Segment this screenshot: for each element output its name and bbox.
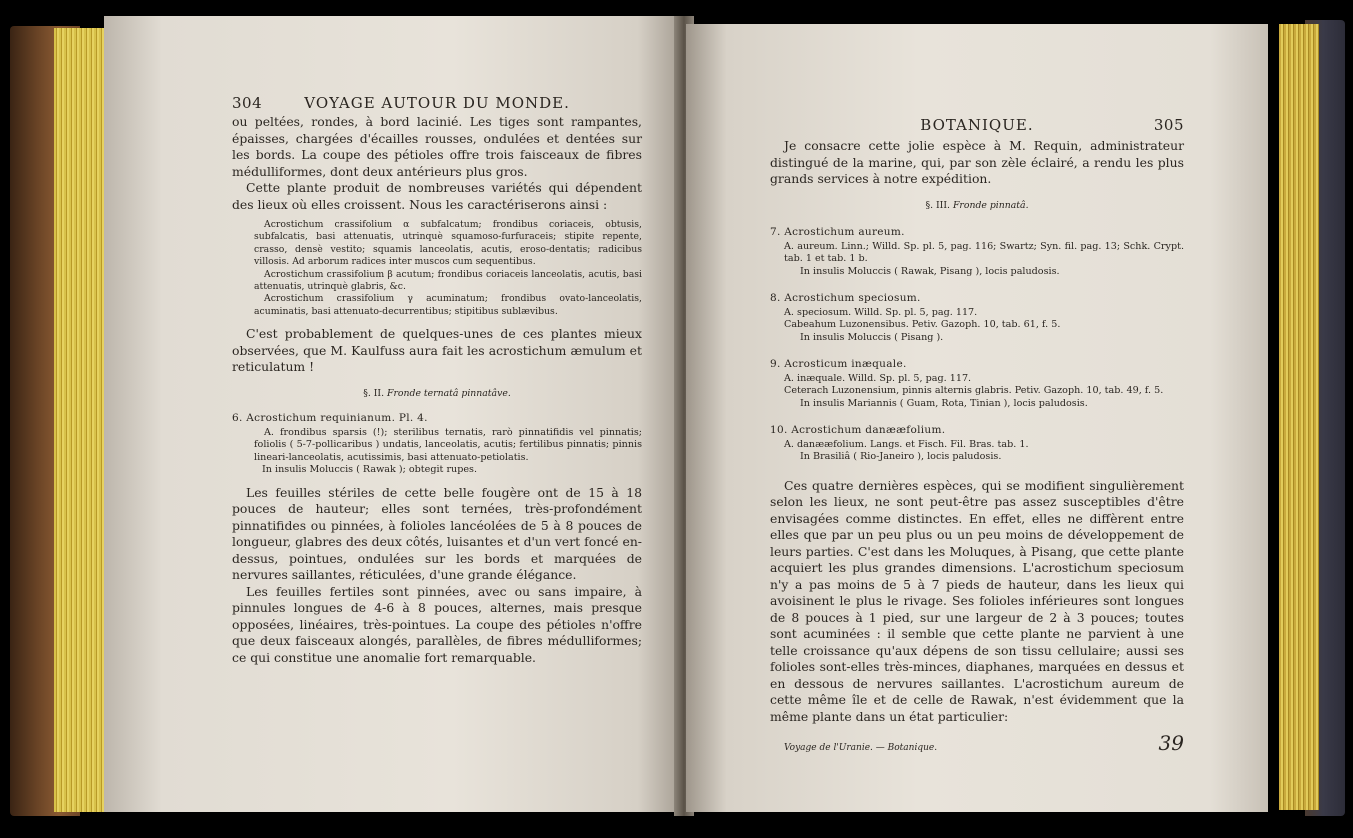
species-synonymy: Cabeahum Luzonensibus. Petiv. Gazoph. 10, tab. 61, f. 5. xyxy=(784,319,1061,330)
species-locality: In Brasiliâ ( Rio-Janeiro ), locis paludosis. xyxy=(800,451,1002,462)
latin-variety: Acrostichum crassifolium α subfalcatum; frondibus coriaceis, obtusis, subfalcatis, basi attenuatis, utrinquè squamoso-furfuraceis; stipite repente, crasso, densè vestito; squamis lanceolatis, acutis, eroso-dentatis; radicibus villosis. Ad arborum radices inter muscos cum sequentibus. xyxy=(254,219,642,268)
latin-variety: Acrostichum crassifolium γ acuminatum; frondibus ovato-lanceolatis, acuminatis, basi attenuato-decurrentibus; stipitibus sublævibus. xyxy=(254,293,642,317)
running-title: VOYAGE AUTOUR DU MONDE. xyxy=(304,94,570,112)
species-locality: In insulis Moluccis ( Pisang ). xyxy=(800,331,944,343)
paragraph: Les feuilles stériles de cette belle fougère ont de 15 à 18 pouces de hauteur; elles sont ternées, très-profondément pinnatifides ou pinnées, à folioles lancéolées de 5 à 8 pouces de longueur, glabres des deux côtés, luisantes et d'un vert foncé en-dessus, pointues, ondulées sur les bords et marquées de nervures saillantes, réticulées, d'une grande élégance. xyxy=(232,484,642,583)
paragraph: ou peltées, rondes, à bord lacinié. Les tiges sont rampantes, épaisses, chargées d'écailles rousses, ondulées et dentées sur les bords. La coupe des pétioles offre trois faisceaux de fibres médulliformes, dont deux antérieurs plus gros. xyxy=(232,114,642,179)
page-footer xyxy=(770,731,1184,755)
species-synonymy: A. speciosum. Willd. Sp. pl. 5, pag. 117. xyxy=(784,306,978,318)
paragraph: C'est probablement de quelques-unes de ces plantes mieux observées, que M. Kaulfuss aura fait les acrostichum æmulum et reticulatum ! xyxy=(232,326,642,375)
section-label: Fronde ternatâ pinnatâve. xyxy=(387,387,511,399)
species-heading: 6. Acrostichum requinianum. Pl. 4. xyxy=(232,412,428,425)
paragraph: Je consacre cette jolie espèce à M. Requin, administrateur distingué de la marine, qui, par son zèle éclairé, a rendu les plus grands services à notre expédition. xyxy=(770,138,1184,186)
species-heading: 7. Acrostichum aureum. xyxy=(770,226,905,238)
open-book xyxy=(10,16,1345,824)
species-synonymy: A. inæquale. Willd. Sp. pl. 5, pag. 117. xyxy=(784,372,972,384)
page-number: 304 xyxy=(232,94,263,112)
right-page xyxy=(686,24,1268,812)
species-locality: In insulis Moluccis ( Rawak, Pisang ), locis paludosis. xyxy=(800,265,1060,277)
section-label: Fronde pinnatâ. xyxy=(952,199,1029,211)
paragraph: Cette plante produit de nombreuses variétés qui dépendent des lieux où elles croissent. Nous les caractériserons ainsi : xyxy=(232,180,642,212)
left-page xyxy=(104,16,684,812)
paragraph: Les feuilles fertiles sont pinnées, avec ou sans impaire, à pinnules longues de 4-6 à 8 pouces, alternes, mais presque opposées, linéaires, très-pointues. La coupe des pétioles n'offre que deux faisceaux alongés, parallèles, de fibres médulliformes; ce qui constitue une anomalie fort remarquable. xyxy=(232,583,642,665)
species-locality: In insulis Moluccis ( Rawak ); obtegit rupes. xyxy=(262,464,478,476)
section-heading xyxy=(770,198,1184,215)
latin-variety: Acrostichum crassifolium β acutum; frondibus coriaceis lanceolatis, acutis, basi attenuatis, utrinquè glabris, &c. xyxy=(254,268,642,293)
species-heading: 10. Acrostichum danææfolium. xyxy=(770,424,946,436)
signature-mark: 39 xyxy=(1158,731,1184,755)
section-number: §. II. xyxy=(363,387,385,399)
right-page-edges xyxy=(1279,24,1319,810)
species-heading: 9. Acrosticum inæquale. xyxy=(770,358,907,370)
paragraph: Ces quatre dernières espèces, qui se modifient singulièrement selon les lieux, ne sont peut-être pas assez susceptibles d'être envisagées comme distinctes. En effet, elles ne diffèrent entre elles que par un peu plus ou un peu moins de développement de leurs parties. C'est dans les Moluques, à Pisang, que cette plante acquiert les plus grandes dimensions. L'acrostichum speciosum n'y a pas moins de 5 à 7 pieds de hauteur, dans les lieux qui avoisinent le plus le rivage. Ses folioles inférieures sont longues de 8 pouces à 1 pied, sur une largeur de 2 à 3 pouces; toutes sont acuminées : il semble que cette plante ne parvient à une telle croissance qu'aux dépens de son tissu cellulaire; aussi ses folioles sont-elles très-minces, diaphanes, marquées en dessus et en dessous de nervures saillantes. L'acrostichum aureum de cette même île et de celle de Rawak, n'est évidemment que la même plante dans un état particulier: xyxy=(770,477,1184,724)
section-heading xyxy=(232,386,642,403)
right-page-header xyxy=(770,116,1184,134)
species-description: A. frondibus sparsis (!); sterilibus ternatis, rarò pinnatifidis vel pinnatis; foliolis ( 5-7-pollicaribus ) undatis, lanceolatis, acutis; fertilibus pinnatis; pinnis lineari-lanceolatis, acutissimis, basi attenuato-petiolatis. xyxy=(254,426,642,463)
species-locality: In insulis Mariannis ( Guam, Rota, Tinian ), locis paludosis. xyxy=(800,397,1088,409)
footer-text: Voyage de l'Uranie. — Botanique. xyxy=(784,743,938,753)
latin-description xyxy=(254,219,642,318)
page-number: 305 xyxy=(1153,116,1184,134)
species-heading: 8. Acrostichum speciosum. xyxy=(770,292,921,304)
species-synonymy: A. danææfolium. Langs. et Fisch. Fil. Bras. tab. 1. xyxy=(784,438,1029,450)
left-page-header xyxy=(232,94,642,112)
species-synonymy: Ceterach Luzonensium, pinnis alternis glabris. Petiv. Gazoph. 10, tab. 49, f. 5. xyxy=(784,385,1164,396)
species-synonymy: A. aureum. Linn.; Willd. Sp. pl. 5, pag. 116; Swartz; Syn. fil. pag. 13; Schk. Crypt. tab. 1 et tab. 1 b. xyxy=(784,240,1184,264)
running-title: BOTANIQUE. xyxy=(920,116,1034,134)
section-number: §. III. xyxy=(925,199,950,211)
